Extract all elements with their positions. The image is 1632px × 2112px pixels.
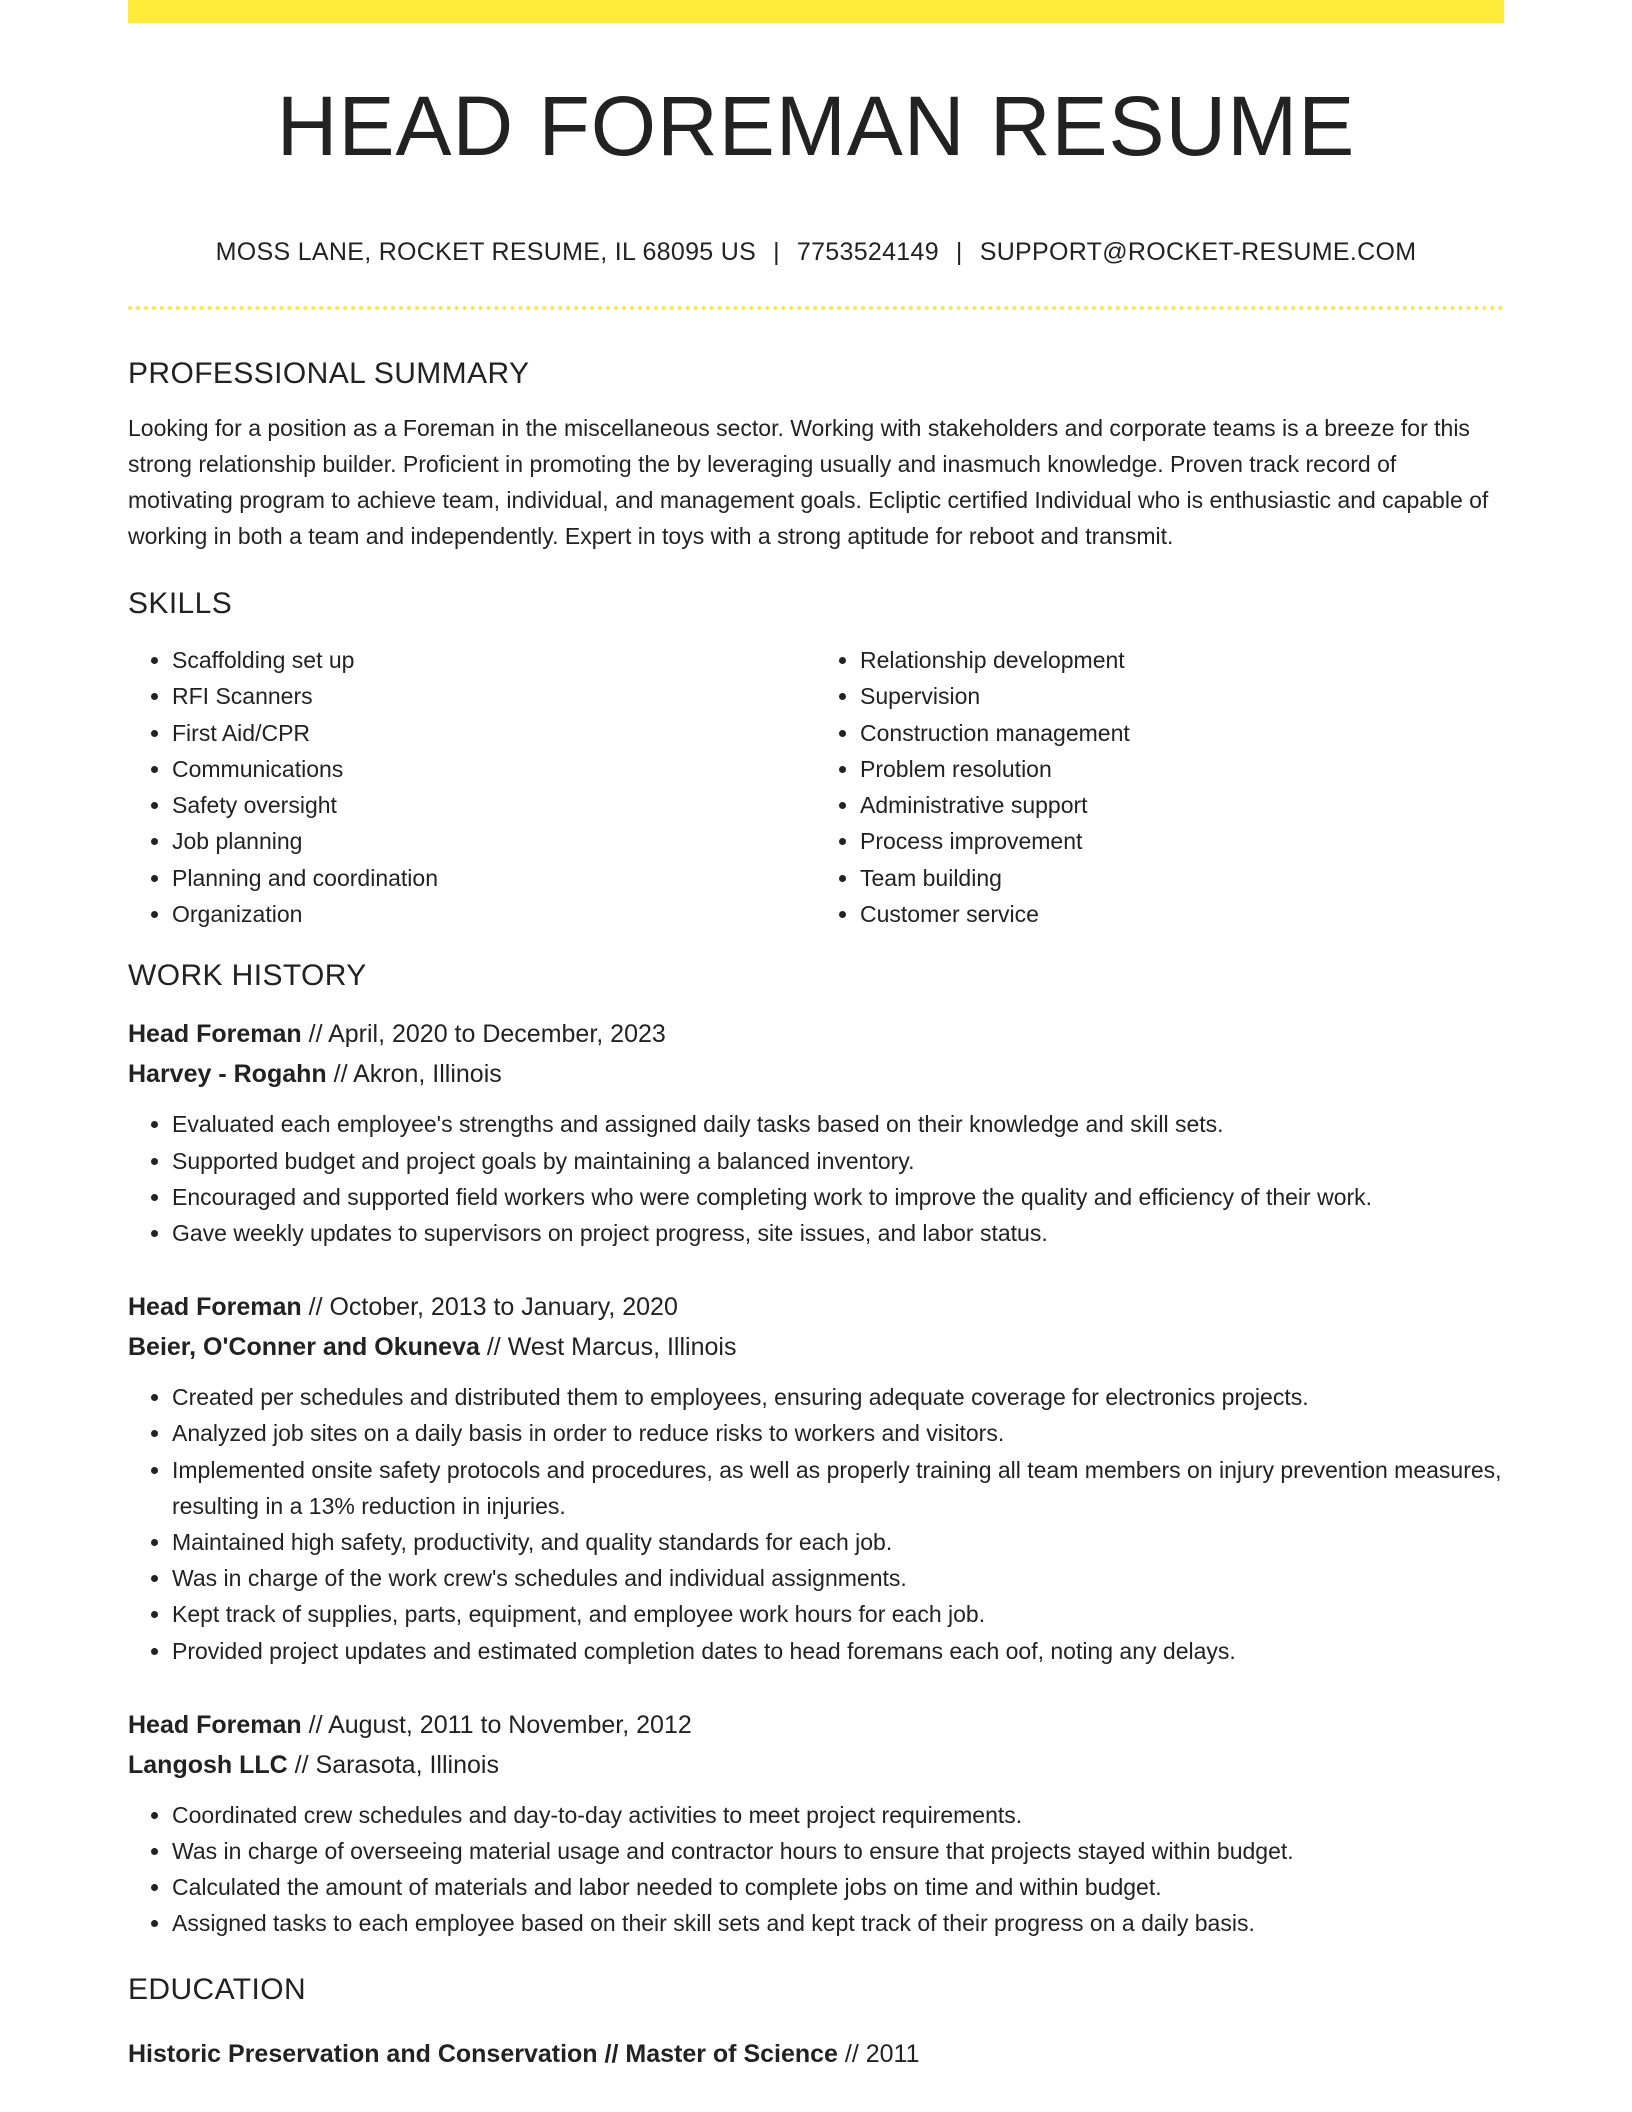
job-bullet: • Was in charge of overseeing material usage and contractor hours to ensure that projects stayed within budget. — [172, 1833, 1504, 1869]
skill-item: • Construction management — [860, 715, 1504, 751]
skill-item: • RFI Scanners — [172, 678, 816, 714]
contact-separator: | — [955, 238, 963, 266]
skill-item: • Customer service — [860, 896, 1504, 932]
skills-heading: SKILLS — [128, 587, 233, 620]
job-title-line — [128, 1287, 1504, 1327]
education-entry — [128, 2034, 1504, 2074]
job-dates: August, 2011 to November, 2012 — [328, 1710, 692, 1739]
contact-address: MOSS LANE, ROCKET RESUME, IL 68095 US — [215, 238, 757, 266]
job-bullet: • Kept track of supplies, parts, equipment, and employee work hours for each job. — [172, 1596, 1504, 1632]
job-bullets — [128, 1106, 1504, 1251]
education-degree: Historic Preservation and Conservation // Master of Science — [128, 2039, 838, 2068]
job-company-line — [128, 1054, 1504, 1094]
skill-item: • First Aid/CPR — [172, 715, 816, 751]
job-entry — [128, 1014, 1504, 1251]
job-bullet: • Gave weekly updates to supervisors on project progress, site issues, and labor status. — [172, 1215, 1504, 1251]
summary-heading: PROFESSIONAL SUMMARY — [128, 357, 530, 390]
header-divider — [128, 306, 1504, 310]
job-bullet: • Evaluated each employee's strengths and assigned daily tasks based on their knowledge and skill sets. — [172, 1106, 1504, 1142]
job-bullet: • Created per schedules and distributed them to employees, ensuring adequate coverage for electronics projects. — [172, 1379, 1504, 1415]
contact-line — [128, 238, 1504, 267]
job-company: Langosh LLC — [128, 1750, 288, 1779]
skill-item: • Scaffolding set up — [172, 642, 816, 678]
work-history-list — [128, 1014, 1504, 1941]
education-sep: // — [837, 2039, 866, 2068]
skill-item: • Job planning — [172, 823, 816, 859]
job-company-line — [128, 1327, 1504, 1367]
skill-item: • Problem resolution — [860, 751, 1504, 787]
job-bullet: • Was in charge of the work crew's schedules and individual assignments. — [172, 1560, 1504, 1596]
job-bullet: • Provided project updates and estimated completion dates to head foremans each oof, noting any delays. — [172, 1633, 1504, 1669]
job-company-line — [128, 1745, 1504, 1785]
skills-list-right — [816, 642, 1504, 932]
job-bullet: • Maintained high safety, productivity, and quality standards for each job. — [172, 1524, 1504, 1560]
skill-item: • Safety oversight — [172, 787, 816, 823]
job-location: West Marcus, Illinois — [507, 1333, 737, 1362]
job-location: Sarasota, Illinois — [315, 1750, 499, 1779]
skill-item: • Process improvement — [860, 823, 1504, 859]
job-bullets — [128, 1797, 1504, 1942]
resume-body — [128, 352, 1504, 2074]
work-history-heading: WORK HISTORY — [128, 959, 367, 993]
job-sep: // — [479, 1333, 508, 1362]
job-dates: October, 2013 to January, 2020 — [329, 1293, 678, 1322]
resume-page — [128, 0, 1504, 2068]
job-sep: // — [301, 1020, 329, 1049]
contact-phone[interactable]: 7753524149 — [796, 238, 939, 266]
skill-item: • Relationship development — [860, 642, 1504, 678]
job-bullet: • Supported budget and project goals by maintaining a balanced inventory. — [172, 1143, 1504, 1179]
skill-item: • Planning and coordination — [172, 860, 816, 896]
job-role: Head Foreman — [128, 1020, 302, 1049]
job-bullet: • Implemented onsite safety protocols and procedures, as well as properly training all team members on injury prevention measures, resulting in a 13% reduction in injuries. — [172, 1452, 1504, 1524]
skill-item: • Organization — [172, 896, 816, 932]
job-entry — [128, 1705, 1504, 1942]
job-company: Harvey - Rogahn — [128, 1060, 327, 1089]
job-bullet: • Assigned tasks to each employee based on their skill sets and kept track of their progress on a daily basis. — [172, 1905, 1504, 1941]
job-role: Head Foreman — [128, 1710, 302, 1739]
job-bullets — [128, 1379, 1504, 1669]
job-sep: // — [287, 1750, 316, 1779]
job-bullet: • Encouraged and supported field workers who were completing work to improve the quality and efficiency of their work. — [172, 1179, 1504, 1215]
job-sep: // — [301, 1710, 329, 1739]
job-title-line — [128, 1014, 1504, 1054]
skill-item: • Team building — [860, 860, 1504, 896]
job-dates: April, 2020 to December, 2023 — [328, 1020, 666, 1049]
education-heading: EDUCATION — [128, 1972, 307, 2006]
job-title-line — [128, 1705, 1504, 1745]
job-entry — [128, 1287, 1504, 1669]
skills-list-left — [128, 642, 816, 932]
job-bullet: • Coordinated crew schedules and day-to-day activities to meet project requirements. — [172, 1797, 1504, 1833]
top-accent-bar — [128, 0, 1504, 23]
summary-text: Looking for a position as a Foreman in the miscellaneous sector. Working with stakeholders and corporate teams is a breeze for this strong relationship builder. Proficient in promoting the by leveraging usually and inasmuch knowledge. Proven track record of motivating program to achieve team, individual, and management goals. Ecliptic certified Individual who is enthusiastic and capable of working in both a team and independently. Expert in toys with a strong aptitude for reboot and transmit. — [128, 415, 1489, 549]
contact-separator: | — [773, 238, 780, 266]
skill-item: • Administrative support — [860, 787, 1504, 823]
skill-item: • Supervision — [860, 678, 1504, 714]
job-sep: // — [326, 1060, 354, 1089]
resume-title: HEAD FOREMAN RESUME — [276, 79, 1356, 173]
contact-email[interactable]: SUPPORT@ROCKET-RESUME.COM — [979, 238, 1417, 266]
job-company: Beier, O'Conner and Okuneva — [128, 1333, 480, 1362]
job-bullet: • Calculated the amount of materials and labor needed to complete jobs on time and within budget. — [172, 1869, 1504, 1905]
skill-item: • Communications — [172, 751, 816, 787]
skills-columns — [128, 642, 1504, 932]
education-year: 2011 — [865, 2039, 920, 2068]
job-role: Head Foreman — [128, 1293, 302, 1322]
job-sep: // — [301, 1293, 330, 1322]
job-location: Akron, Illinois — [353, 1060, 502, 1089]
job-bullet: • Analyzed job sites on a daily basis in order to reduce risks to workers and visitors. — [172, 1415, 1504, 1451]
